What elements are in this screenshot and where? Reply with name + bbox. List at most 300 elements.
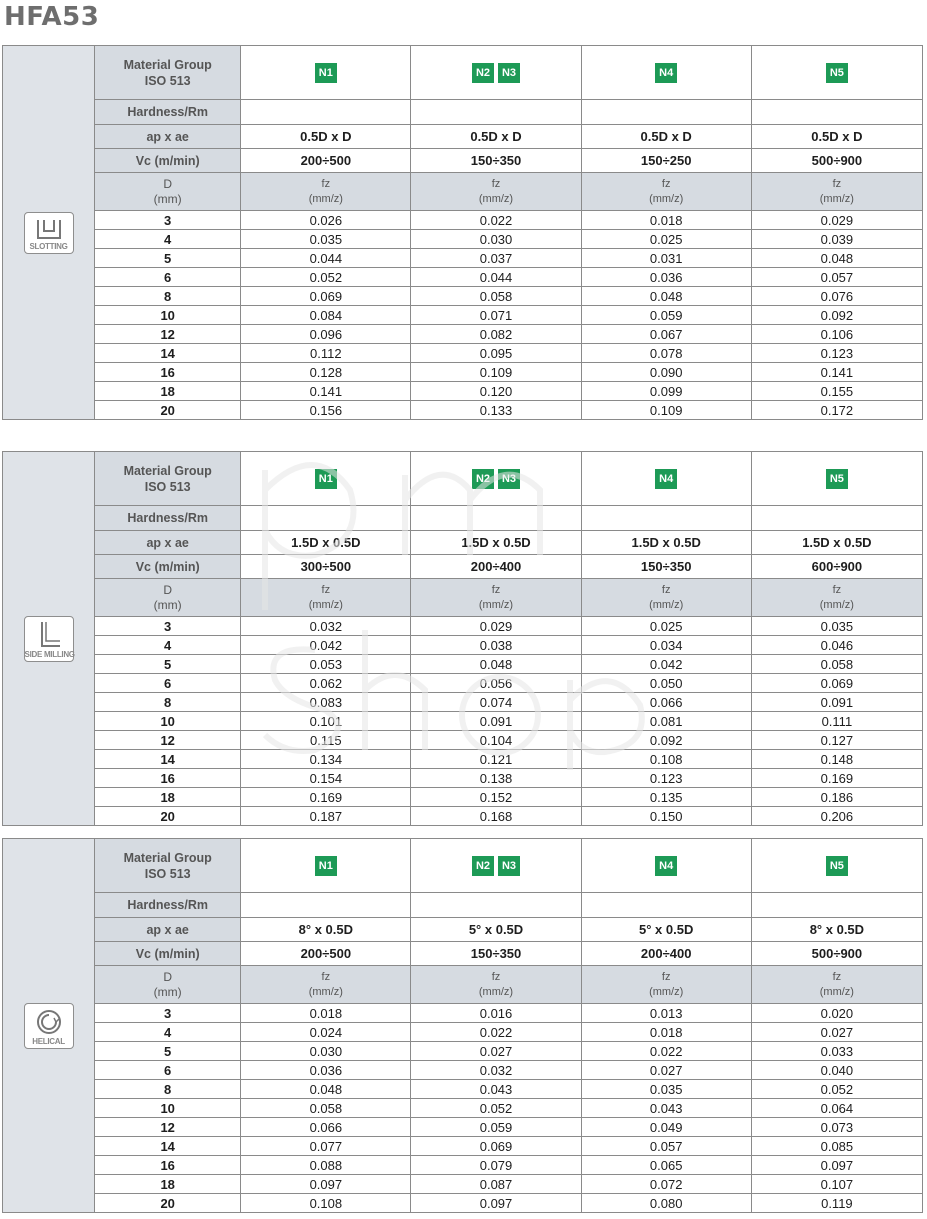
fz-header-unit: (mm/z) [819, 598, 854, 611]
fz-value: 0.108 [241, 1194, 411, 1213]
hardness-label: Hardness/Rm [95, 100, 241, 125]
material-group-cell [581, 452, 751, 506]
material-group-line: Material Group [123, 463, 212, 478]
table-row [3, 769, 923, 788]
fz-value: 0.016 [411, 1004, 581, 1023]
material-group-badge: N4 [655, 63, 677, 83]
fz-value: 0.112 [241, 344, 411, 363]
fz-value: 0.042 [581, 655, 751, 674]
vc-value: 200÷400 [411, 555, 581, 579]
fz-value: 0.053 [241, 655, 411, 674]
fz-header-unit: (mm/z) [649, 598, 684, 611]
table-row [3, 750, 923, 769]
fz-value: 0.046 [751, 636, 922, 655]
material-group-badge: N5 [826, 469, 848, 489]
fz-value: 0.092 [581, 731, 751, 750]
fz-value: 0.058 [241, 1099, 411, 1118]
fz-header-symbol: fz [661, 583, 671, 596]
fz-value: 0.076 [751, 287, 922, 306]
fz-value: 0.156 [241, 401, 411, 420]
fz-value: 0.027 [581, 1061, 751, 1080]
fz-value: 0.030 [241, 1042, 411, 1061]
vc-value: 600÷900 [751, 555, 922, 579]
fz-value: 0.083 [241, 693, 411, 712]
hardness-label: Hardness/Rm [95, 506, 241, 531]
fz-value: 0.037 [411, 249, 581, 268]
fz-value: 0.052 [411, 1099, 581, 1118]
fz-value: 0.091 [751, 693, 922, 712]
fz-header-unit: (mm/z) [308, 598, 343, 611]
fz-value: 0.097 [751, 1156, 922, 1175]
diameter-value: 10 [95, 1099, 241, 1118]
fz-value: 0.104 [411, 731, 581, 750]
fz-header-symbol: fz [321, 177, 331, 190]
material-group-badge: N1 [315, 856, 337, 876]
fz-value: 0.092 [751, 306, 922, 325]
fz-value: 0.065 [581, 1156, 751, 1175]
vc-value: 500÷900 [751, 942, 922, 966]
diameter-header-unit: (mm) [153, 597, 182, 612]
ap-ae-value: 8° x 0.5D [241, 918, 411, 942]
diameter-value: 14 [95, 750, 241, 769]
feed-table [2, 451, 923, 826]
material-group-label [95, 46, 241, 100]
fz-header [581, 173, 751, 211]
hardness-cell [411, 506, 581, 531]
material-group-line: Material Group [123, 57, 212, 72]
fz-value: 0.069 [241, 287, 411, 306]
vc-label: Vc (m/min) [95, 555, 241, 579]
fz-value: 0.022 [411, 1023, 581, 1042]
material-group-badge: N4 [655, 856, 677, 876]
fz-header-unit: (mm/z) [819, 192, 854, 205]
diameter-value: 12 [95, 1118, 241, 1137]
diameter-value: 5 [95, 1042, 241, 1061]
fz-value: 0.074 [411, 693, 581, 712]
fz-value: 0.035 [241, 230, 411, 249]
material-group-badge: N3 [498, 63, 520, 83]
fz-value: 0.025 [581, 617, 751, 636]
fz-value: 0.087 [411, 1175, 581, 1194]
diameter-value: 10 [95, 306, 241, 325]
fz-value: 0.030 [411, 230, 581, 249]
table-row [3, 1137, 923, 1156]
fz-value: 0.080 [581, 1194, 751, 1213]
material-group-badge: N2 [472, 856, 494, 876]
fz-header [241, 173, 411, 211]
fz-value: 0.109 [411, 363, 581, 382]
fz-header-symbol: fz [321, 970, 331, 983]
table-row [3, 1118, 923, 1137]
fz-value: 0.091 [411, 712, 581, 731]
diameter-value: 16 [95, 1156, 241, 1175]
fz-value: 0.123 [751, 344, 922, 363]
fz-value: 0.066 [241, 1118, 411, 1137]
fz-value: 0.187 [241, 807, 411, 826]
diameter-value: 5 [95, 249, 241, 268]
fz-value: 0.027 [751, 1023, 922, 1042]
fz-value: 0.013 [581, 1004, 751, 1023]
hardness-cell [751, 893, 922, 918]
fz-value: 0.073 [751, 1118, 922, 1137]
hardness-cell [751, 100, 922, 125]
fz-header-unit: (mm/z) [308, 192, 343, 205]
fz-value: 0.064 [751, 1099, 922, 1118]
fz-header [751, 579, 922, 617]
fz-value: 0.186 [751, 788, 922, 807]
fz-value: 0.036 [581, 268, 751, 287]
fz-value: 0.059 [411, 1118, 581, 1137]
table-row [3, 1023, 923, 1042]
material-group-badge: N1 [315, 63, 337, 83]
fz-value: 0.088 [241, 1156, 411, 1175]
material-group-label [95, 452, 241, 506]
fz-value: 0.111 [751, 712, 922, 731]
ap-ae-label: ap x ae [95, 531, 241, 555]
material-group-cell [751, 839, 922, 893]
fz-value: 0.108 [581, 750, 751, 769]
table-row [3, 325, 923, 344]
fz-value: 0.029 [411, 617, 581, 636]
fz-value: 0.079 [411, 1156, 581, 1175]
fz-value: 0.077 [241, 1137, 411, 1156]
fz-header-symbol: fz [661, 970, 671, 983]
vc-value: 300÷500 [241, 555, 411, 579]
material-group-badge: N4 [655, 469, 677, 489]
fz-value: 0.133 [411, 401, 581, 420]
fz-value: 0.043 [581, 1099, 751, 1118]
diameter-header-unit: (mm) [153, 984, 182, 999]
fz-value: 0.022 [581, 1042, 751, 1061]
diameter-header-symbol: D [163, 969, 172, 984]
helical-table-block [2, 838, 923, 1213]
table-row [3, 230, 923, 249]
table-row [3, 1061, 923, 1080]
diameter-header-unit: (mm) [153, 191, 182, 206]
diameter-value: 10 [95, 712, 241, 731]
fz-value: 0.099 [581, 382, 751, 401]
fz-value: 0.057 [581, 1137, 751, 1156]
material-group-cell [751, 46, 922, 100]
fz-value: 0.038 [411, 636, 581, 655]
table-row [3, 731, 923, 750]
fz-value: 0.081 [581, 712, 751, 731]
ap-ae-value: 1.5D x 0.5D [411, 531, 581, 555]
table-row [3, 1175, 923, 1194]
fz-value: 0.169 [751, 769, 922, 788]
material-group-label [95, 839, 241, 893]
fz-value: 0.069 [751, 674, 922, 693]
fz-value: 0.121 [411, 750, 581, 769]
material-group-badge: N1 [315, 469, 337, 489]
table-row [3, 401, 923, 420]
fz-value: 0.048 [751, 249, 922, 268]
ap-ae-value: 5° x 0.5D [581, 918, 751, 942]
diameter-value: 6 [95, 674, 241, 693]
material-group-cell [581, 46, 751, 100]
table-row [3, 674, 923, 693]
fz-value: 0.044 [241, 249, 411, 268]
table-row [3, 712, 923, 731]
vc-value: 150÷350 [411, 942, 581, 966]
fz-header-symbol: fz [321, 583, 331, 596]
table-row [3, 807, 923, 826]
fz-header-symbol: fz [491, 970, 501, 983]
fz-value: 0.049 [581, 1118, 751, 1137]
fz-value: 0.072 [581, 1175, 751, 1194]
slotting-table-block [2, 45, 923, 420]
fz-value: 0.096 [241, 325, 411, 344]
fz-header [241, 579, 411, 617]
fz-value: 0.035 [581, 1080, 751, 1099]
fz-value: 0.052 [751, 1080, 922, 1099]
fz-value: 0.026 [241, 211, 411, 230]
fz-value: 0.168 [411, 807, 581, 826]
table-row [3, 268, 923, 287]
fz-value: 0.035 [751, 617, 922, 636]
fz-value: 0.066 [581, 693, 751, 712]
vc-value: 200÷500 [241, 942, 411, 966]
fz-header [581, 579, 751, 617]
vc-label: Vc (m/min) [95, 149, 241, 173]
vc-value: 500÷900 [751, 149, 922, 173]
fz-header-unit: (mm/z) [478, 192, 514, 205]
fz-value: 0.058 [411, 287, 581, 306]
fz-value: 0.135 [581, 788, 751, 807]
fz-header-unit: (mm/z) [649, 985, 684, 998]
fz-value: 0.141 [241, 382, 411, 401]
diameter-header [95, 966, 241, 1004]
vc-value: 150÷250 [581, 149, 751, 173]
fz-value: 0.067 [581, 325, 751, 344]
material-group-cell [581, 839, 751, 893]
ap-ae-value: 8° x 0.5D [751, 918, 922, 942]
table-row [3, 636, 923, 655]
fz-header [411, 966, 581, 1004]
fz-value: 0.036 [241, 1061, 411, 1080]
fz-value: 0.115 [241, 731, 411, 750]
operation-label: SIDE MILLING [24, 649, 75, 659]
operation-label: SLOTTING [29, 241, 68, 251]
fz-value: 0.107 [751, 1175, 922, 1194]
fz-value: 0.206 [751, 807, 922, 826]
fz-value: 0.141 [751, 363, 922, 382]
table-row [3, 306, 923, 325]
fz-value: 0.059 [581, 306, 751, 325]
ap-ae-value: 0.5D x D [751, 125, 922, 149]
diameter-value: 8 [95, 693, 241, 712]
fz-value: 0.119 [751, 1194, 922, 1213]
fz-value: 0.071 [411, 306, 581, 325]
fz-header-symbol: fz [832, 970, 842, 983]
fz-value: 0.134 [241, 750, 411, 769]
fz-value: 0.052 [241, 268, 411, 287]
diameter-header [95, 173, 241, 211]
diameter-value: 18 [95, 382, 241, 401]
diameter-value: 4 [95, 230, 241, 249]
fz-value: 0.062 [241, 674, 411, 693]
fz-value: 0.084 [241, 306, 411, 325]
ap-ae-value: 1.5D x 0.5D [581, 531, 751, 555]
table-row [3, 1156, 923, 1175]
diameter-header [95, 579, 241, 617]
fz-header [751, 173, 922, 211]
fz-header-unit: (mm/z) [308, 985, 343, 998]
fz-value: 0.097 [411, 1194, 581, 1213]
table-row [3, 1042, 923, 1061]
fz-value: 0.040 [751, 1061, 922, 1080]
material-group-cell [241, 839, 411, 893]
table-row [3, 1080, 923, 1099]
fz-value: 0.029 [751, 211, 922, 230]
ap-ae-value: 5° x 0.5D [411, 918, 581, 942]
diameter-value: 4 [95, 636, 241, 655]
fz-value: 0.043 [411, 1080, 581, 1099]
material-group-cell [751, 452, 922, 506]
fz-value: 0.027 [411, 1042, 581, 1061]
fz-value: 0.048 [411, 655, 581, 674]
diameter-value: 12 [95, 731, 241, 750]
diameter-value: 14 [95, 1137, 241, 1156]
fz-header-symbol: fz [491, 583, 501, 596]
fz-value: 0.172 [751, 401, 922, 420]
fz-header [241, 966, 411, 1004]
fz-header-symbol: fz [491, 177, 501, 190]
fz-value: 0.128 [241, 363, 411, 382]
table-row [3, 287, 923, 306]
table-row [3, 344, 923, 363]
fz-header-unit: (mm/z) [478, 985, 514, 998]
fz-value: 0.042 [241, 636, 411, 655]
hardness-cell [581, 893, 751, 918]
fz-header [581, 966, 751, 1004]
fz-value: 0.024 [241, 1023, 411, 1042]
hardness-cell [241, 506, 411, 531]
table-row [3, 1099, 923, 1118]
ap-ae-value: 1.5D x 0.5D [241, 531, 411, 555]
hardness-cell [241, 100, 411, 125]
fz-header-symbol: fz [832, 583, 842, 596]
fz-value: 0.101 [241, 712, 411, 731]
fz-value: 0.127 [751, 731, 922, 750]
ap-ae-value: 0.5D x D [411, 125, 581, 149]
fz-value: 0.056 [411, 674, 581, 693]
fz-value: 0.154 [241, 769, 411, 788]
table-row [3, 249, 923, 268]
diameter-value: 18 [95, 788, 241, 807]
page-title: HFA53 [4, 2, 100, 32]
material-group-badge: N2 [472, 469, 494, 489]
operation-cell [3, 452, 95, 826]
diameter-value: 6 [95, 268, 241, 287]
vc-value: 150÷350 [581, 555, 751, 579]
fz-header-unit: (mm/z) [819, 985, 854, 998]
iso-513-line: ISO 513 [144, 73, 191, 88]
fz-value: 0.078 [581, 344, 751, 363]
fz-value: 0.057 [751, 268, 922, 287]
ap-ae-label: ap x ae [95, 125, 241, 149]
material-group-line: Material Group [123, 850, 212, 865]
hardness-cell [581, 506, 751, 531]
diameter-value: 3 [95, 1004, 241, 1023]
fz-header-unit: (mm/z) [478, 598, 514, 611]
diameter-header-symbol: D [163, 582, 172, 597]
ap-ae-value: 0.5D x D [581, 125, 751, 149]
fz-value: 0.020 [751, 1004, 922, 1023]
operation-cell [3, 46, 95, 420]
fz-value: 0.069 [411, 1137, 581, 1156]
diameter-value: 20 [95, 1194, 241, 1213]
fz-header-unit: (mm/z) [649, 192, 684, 205]
fz-value: 0.033 [751, 1042, 922, 1061]
fz-header [411, 579, 581, 617]
side-milling-icon [24, 616, 74, 662]
diameter-value: 8 [95, 1080, 241, 1099]
ap-ae-value: 1.5D x 0.5D [751, 531, 922, 555]
iso-513-line: ISO 513 [144, 866, 191, 881]
diameter-value: 8 [95, 287, 241, 306]
side-milling-table-block [2, 451, 923, 826]
fz-value: 0.155 [751, 382, 922, 401]
vc-label: Vc (m/min) [95, 942, 241, 966]
fz-value: 0.048 [241, 1080, 411, 1099]
fz-value: 0.050 [581, 674, 751, 693]
material-group-cell [241, 46, 411, 100]
table-row [3, 382, 923, 401]
material-group-badge: N2 [472, 63, 494, 83]
fz-value: 0.031 [581, 249, 751, 268]
hardness-cell [411, 893, 581, 918]
material-group-badge: N5 [826, 856, 848, 876]
diameter-value: 12 [95, 325, 241, 344]
diameter-header-symbol: D [163, 176, 172, 191]
diameter-value: 3 [95, 211, 241, 230]
diameter-value: 14 [95, 344, 241, 363]
hardness-cell [241, 893, 411, 918]
feed-table [2, 838, 923, 1213]
fz-value: 0.018 [581, 211, 751, 230]
ap-ae-label: ap x ae [95, 918, 241, 942]
material-group-cell [411, 46, 581, 100]
feed-table [2, 45, 923, 420]
slotting-icon [24, 212, 74, 254]
fz-value: 0.095 [411, 344, 581, 363]
fz-value: 0.018 [581, 1023, 751, 1042]
fz-value: 0.148 [751, 750, 922, 769]
material-group-badge: N3 [498, 469, 520, 489]
fz-value: 0.032 [411, 1061, 581, 1080]
diameter-value: 16 [95, 769, 241, 788]
table-row [3, 655, 923, 674]
vc-value: 200÷400 [581, 942, 751, 966]
fz-value: 0.150 [581, 807, 751, 826]
hardness-cell [751, 506, 922, 531]
diameter-value: 5 [95, 655, 241, 674]
table-row [3, 693, 923, 712]
fz-value: 0.120 [411, 382, 581, 401]
fz-value: 0.044 [411, 268, 581, 287]
material-group-badge: N5 [826, 63, 848, 83]
fz-value: 0.097 [241, 1175, 411, 1194]
fz-value: 0.048 [581, 287, 751, 306]
fz-value: 0.025 [581, 230, 751, 249]
table-row [3, 1004, 923, 1023]
fz-value: 0.022 [411, 211, 581, 230]
fz-header [411, 173, 581, 211]
fz-value: 0.123 [581, 769, 751, 788]
diameter-value: 6 [95, 1061, 241, 1080]
fz-value: 0.138 [411, 769, 581, 788]
